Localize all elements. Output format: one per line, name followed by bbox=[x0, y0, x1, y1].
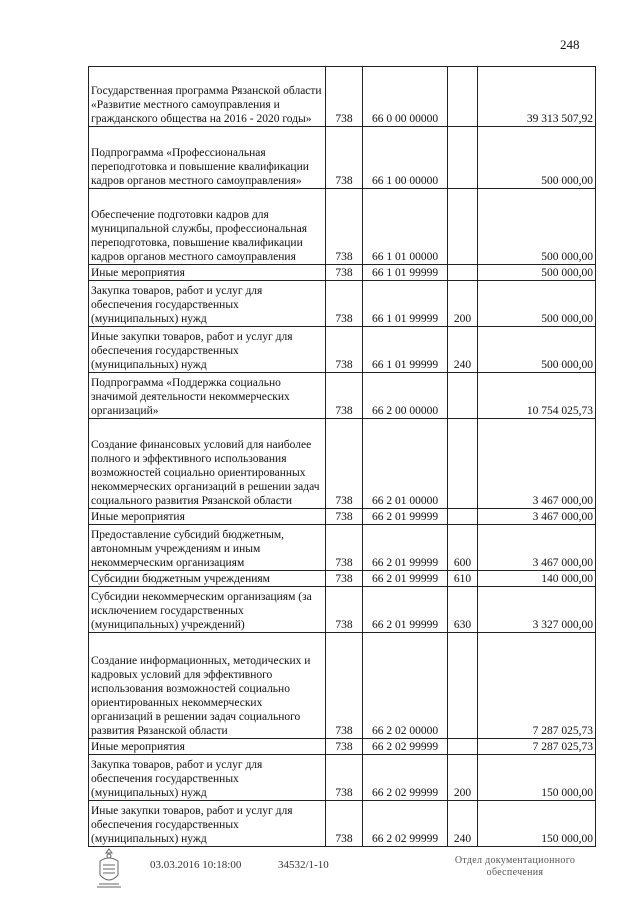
row-csr: 66 2 01 99999 bbox=[363, 509, 448, 525]
row-vr bbox=[448, 67, 478, 127]
footer-doc-id: 34532/1-10 bbox=[278, 859, 329, 871]
table-row bbox=[89, 127, 596, 189]
row-csr: 66 1 01 99999 bbox=[363, 327, 448, 373]
row-sum: 500 000,00 bbox=[478, 127, 596, 189]
row-vr: 200 bbox=[448, 281, 478, 327]
row-ved: 738 bbox=[326, 327, 363, 373]
row-csr: 66 1 00 00000 bbox=[363, 127, 448, 189]
row-csr: 66 2 01 99999 bbox=[363, 525, 448, 571]
row-name: Подпрограмма «Поддержка социально значимой деятельности некоммерческих организаций» bbox=[89, 373, 326, 419]
row-name: Субсидии некоммерческим организациям (за исключением государственных (муниципальных) учреждений) bbox=[89, 587, 326, 633]
row-sum: 39 313 507,92 bbox=[478, 67, 596, 127]
row-vr bbox=[448, 633, 478, 739]
row-ved: 738 bbox=[326, 571, 363, 587]
row-vr bbox=[448, 373, 478, 419]
row-ved: 738 bbox=[326, 525, 363, 571]
row-ved: 738 bbox=[326, 509, 363, 525]
row-csr: 66 2 01 00000 bbox=[363, 419, 448, 509]
row-vr: 610 bbox=[448, 571, 478, 587]
row-name: Предоставление субсидий бюджетным, автономным учреждениям и иным некоммерческим организациям bbox=[89, 525, 326, 571]
row-vr: 600 bbox=[448, 525, 478, 571]
table-row bbox=[89, 419, 596, 509]
row-vr: 240 bbox=[448, 801, 478, 847]
footer-date: 03.03.2016 10:18:00 bbox=[150, 859, 242, 871]
row-name: Подпрограмма «Профессиональная переподготовка и повышение квалификации кадров органов местного самоуправления» bbox=[89, 127, 326, 189]
budget-table bbox=[88, 66, 596, 847]
row-csr: 66 1 01 99999 bbox=[363, 281, 448, 327]
row-vr bbox=[448, 189, 478, 265]
row-csr: 66 2 02 99999 bbox=[363, 755, 448, 801]
row-name: Иные мероприятия bbox=[89, 509, 326, 525]
row-name: Государственная программа Рязанской области «Развитие местного самоуправления и гражданского общества на 2016 - 2020 годы» bbox=[89, 67, 326, 127]
row-sum: 150 000,00 bbox=[478, 801, 596, 847]
row-vr bbox=[448, 127, 478, 189]
row-ved: 738 bbox=[326, 189, 363, 265]
row-name: Закупка товаров, работ и услуг для обеспечения государственных (муниципальных) нужд bbox=[89, 281, 326, 327]
row-ved: 738 bbox=[326, 265, 363, 281]
row-sum: 500 000,00 bbox=[478, 265, 596, 281]
row-ved: 738 bbox=[326, 633, 363, 739]
row-csr: 66 0 00 00000 bbox=[363, 67, 448, 127]
footer-stamp bbox=[440, 855, 590, 879]
footer-stamp-line1: Отдел документационного bbox=[454, 855, 576, 866]
row-name: Иные мероприятия bbox=[89, 265, 326, 281]
footer-stamp-line2: обеспечения bbox=[486, 867, 544, 878]
row-ved: 738 bbox=[326, 127, 363, 189]
row-sum: 140 000,00 bbox=[478, 571, 596, 587]
row-csr: 66 1 01 99999 bbox=[363, 265, 448, 281]
row-name: Создание информационных, методических и кадровых условий для эффективного использования возможностей социально ориентированных некоммерческих организаций в решении задач социального развития Рязанской области bbox=[89, 633, 326, 739]
row-name: Иные закупки товаров, работ и услуг для обеспечения государственных (муниципальных) нужд bbox=[89, 327, 326, 373]
table-row bbox=[89, 67, 596, 127]
table-row bbox=[89, 571, 596, 587]
row-csr: 66 2 02 99999 bbox=[363, 801, 448, 847]
table-row bbox=[89, 633, 596, 739]
row-sum: 150 000,00 bbox=[478, 755, 596, 801]
page-number: 248 bbox=[560, 37, 580, 52]
table-row bbox=[89, 801, 596, 847]
row-name: Субсидии бюджетным учреждениям bbox=[89, 571, 326, 587]
row-sum: 500 000,00 bbox=[478, 281, 596, 327]
row-vr: 240 bbox=[448, 327, 478, 373]
table-row bbox=[89, 327, 596, 373]
row-sum: 500 000,00 bbox=[478, 327, 596, 373]
row-vr: 200 bbox=[448, 755, 478, 801]
row-name: Закупка товаров, работ и услуг для обеспечения государственных (муниципальных) нужд bbox=[89, 755, 326, 801]
row-sum: 3 467 000,00 bbox=[478, 509, 596, 525]
row-ved: 738 bbox=[326, 755, 363, 801]
row-vr bbox=[448, 419, 478, 509]
row-ved: 738 bbox=[326, 739, 363, 755]
row-ved: 738 bbox=[326, 419, 363, 509]
row-ved: 738 bbox=[326, 587, 363, 633]
row-csr: 66 2 00 00000 bbox=[363, 373, 448, 419]
row-csr: 66 2 02 00000 bbox=[363, 633, 448, 739]
row-vr: 630 bbox=[448, 587, 478, 633]
row-ved: 738 bbox=[326, 67, 363, 127]
coat-of-arms-icon bbox=[94, 847, 124, 891]
row-csr: 66 2 01 99999 bbox=[363, 571, 448, 587]
table-row bbox=[89, 265, 596, 281]
row-csr: 66 2 02 99999 bbox=[363, 739, 448, 755]
row-vr bbox=[448, 739, 478, 755]
row-name: Иные мероприятия bbox=[89, 739, 326, 755]
table-row bbox=[89, 281, 596, 327]
row-ved: 738 bbox=[326, 373, 363, 419]
page-footer bbox=[0, 855, 640, 895]
row-ved: 738 bbox=[326, 801, 363, 847]
row-sum: 10 754 025,73 bbox=[478, 373, 596, 419]
row-sum: 7 287 025,73 bbox=[478, 739, 596, 755]
row-vr bbox=[448, 509, 478, 525]
row-sum: 7 287 025,73 bbox=[478, 633, 596, 739]
row-csr: 66 1 01 00000 bbox=[363, 189, 448, 265]
table-row bbox=[89, 525, 596, 571]
table-row bbox=[89, 587, 596, 633]
table-row bbox=[89, 509, 596, 525]
row-sum: 500 000,00 bbox=[478, 189, 596, 265]
row-ved: 738 bbox=[326, 281, 363, 327]
row-sum: 3 467 000,00 bbox=[478, 525, 596, 571]
table-row bbox=[89, 189, 596, 265]
row-sum: 3 467 000,00 bbox=[478, 419, 596, 509]
table-row bbox=[89, 739, 596, 755]
row-name: Обеспечение подготовки кадров для муниципальной службы, профессиональная переподготовка, повышение квалификации кадров органов местного самоуправления bbox=[89, 189, 326, 265]
table-row bbox=[89, 373, 596, 419]
row-sum: 3 327 000,00 bbox=[478, 587, 596, 633]
row-vr bbox=[448, 265, 478, 281]
row-csr: 66 2 01 99999 bbox=[363, 587, 448, 633]
row-name: Иные закупки товаров, работ и услуг для обеспечения государственных (муниципальных) нужд bbox=[89, 801, 326, 847]
row-name: Создание финансовых условий для наиболее полного и эффективного использования возможностей социально ориентированных некоммерческих организаций в решении задач социального развития Рязанской области bbox=[89, 419, 326, 509]
table-row bbox=[89, 755, 596, 801]
